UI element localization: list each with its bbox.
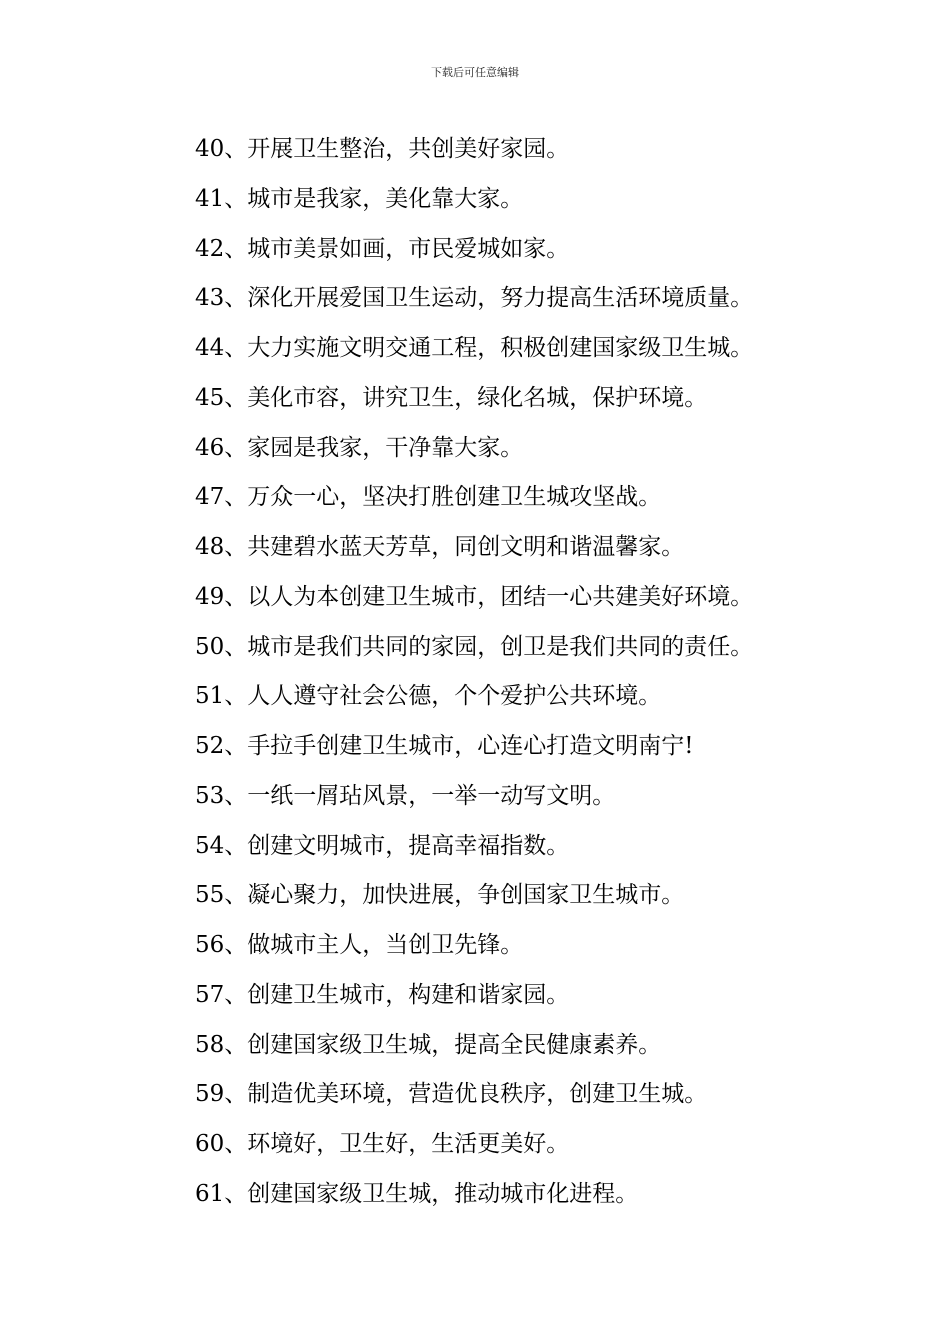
slogan-item: 55、凝心聚力，加快进展，争创国家卫生城市。	[195, 882, 685, 909]
slogan-item: 54、创建文明城市，提高幸福指数。	[195, 832, 570, 859]
slogan-item: 47、万众一心，坚决打胜创建卫生城攻坚战。	[195, 484, 662, 511]
slogan-item: 60、环境好，卫生好，生活更美好。	[195, 1131, 570, 1157]
page-header-note: 下载后可任意编辑	[431, 66, 519, 79]
slogan-item: 53、一纸一屑玷风景，一举一动写文明。	[195, 782, 616, 809]
slogan-item: 58、创建国家级卫生城，提高全民健康素养。	[195, 1031, 662, 1058]
slogan-item: 57、创建卫生城市，构建和谐家园。	[195, 981, 570, 1008]
slogan-item: 49、以人为本创建卫生城市，团结一心共建美好环境。	[195, 583, 754, 610]
slogan-item: 52、手拉手创建卫生城市，心连心打造文明南宁!	[195, 733, 694, 759]
slogan-item: 51、人人遵守社会公德，个个爱护公共环境。	[195, 683, 662, 710]
slogan-item: 61、创建国家级卫生城，推动城市化进程。	[195, 1180, 639, 1207]
slogan-item: 44、大力实施文明交通工程，积极创建国家级卫生城。	[195, 335, 754, 361]
slogan-item: 48、共建碧水蓝天芳草，同创文明和谐温馨家。	[195, 534, 685, 560]
slogan-item: 50、城市是我们共同的家园，创卫是我们共同的责任。	[195, 633, 754, 660]
slogan-item: 41、城市是我家，美化靠大家。	[195, 185, 524, 212]
slogan-item: 40、开展卫生整治，共创美好家园。	[195, 136, 570, 162]
slogan-item: 42、城市美景如画，市民爱城如家。	[195, 235, 570, 262]
slogan-item: 56、做城市主人，当创卫先锋。	[195, 932, 524, 958]
slogan-item: 59、制造优美环境，营造优良秩序，创建卫生城。	[195, 1081, 708, 1108]
slogan-item: 46、家园是我家，干净靠大家。	[195, 434, 524, 461]
slogan-item: 43、深化开展爱国卫生运动，努力提高生活环境质量。	[195, 285, 754, 312]
slogan-item: 45、美化市容，讲究卫生，绿化名城，保护环境。	[195, 384, 708, 411]
slogan-list	[195, 130, 753, 1225]
